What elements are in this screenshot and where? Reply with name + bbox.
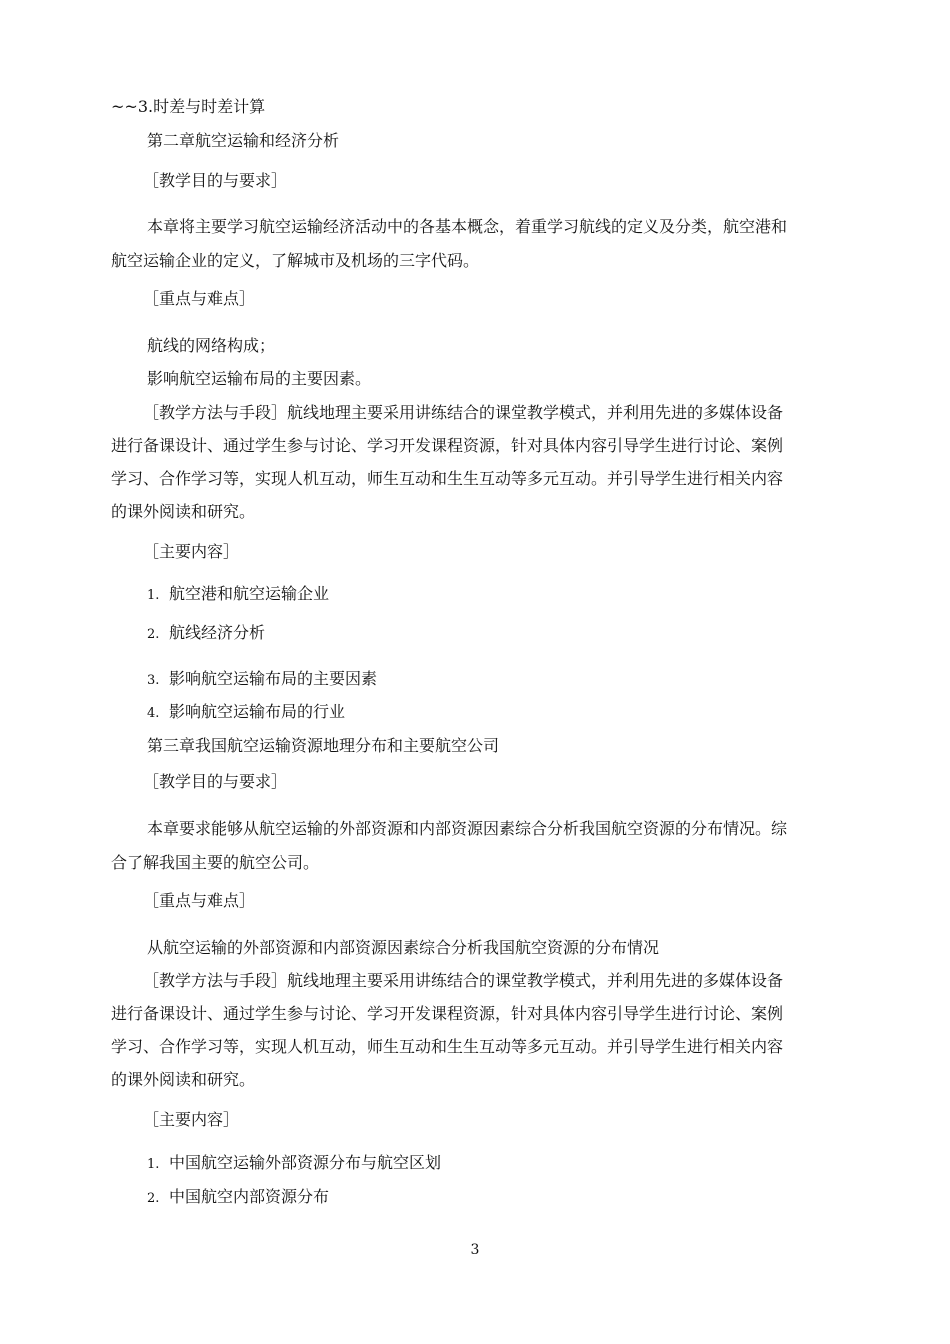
list-item-text: 航线经济分析	[169, 623, 266, 642]
subheading: ［教学目的与要求］	[143, 772, 288, 791]
list-item-text: 航空港和航空运输企业	[169, 584, 330, 603]
list-item-text: 中国航空内部资源分布	[169, 1187, 330, 1206]
subheading: ［主要内容］	[143, 1110, 240, 1129]
list-item	[147, 668, 377, 692]
list-item	[147, 583, 329, 607]
list-number: 1.	[147, 588, 160, 603]
list-item	[147, 1186, 329, 1210]
chapter-title: 第二章航空运输和经济分析	[147, 131, 340, 150]
paragraph-line: 学习、合作学习等，实现人机互动，师生互动和生生互动等多元互动。并引导学生进行相关内容	[111, 469, 784, 488]
paragraph-line: 学习、合作学习等，实现人机互动，师生互动和生生互动等多元互动。并引导学生进行相关内容	[111, 1037, 784, 1056]
subheading: ［主要内容］	[143, 542, 240, 561]
paragraph-line: 的课外阅读和研究。	[111, 1070, 256, 1089]
paragraph-line: 的课外阅读和研究。	[111, 502, 256, 521]
chapter-title: 第三章我国航空运输资源地理分布和主要航空公司	[147, 736, 500, 755]
paragraph-line: ［教学方法与手段］航线地理主要采用讲练结合的课堂教学模式，并利用先进的多媒体设备	[143, 971, 784, 990]
paragraph-line: 进行备课设计、通过学生参与讨论、学习开发课程资源，针对具体内容引导学生进行讨论、案例	[111, 436, 784, 455]
paragraph-line: 本章将主要学习航空运输经济活动中的各基本概念，着重学习航线的定义及分类，航空港和	[147, 217, 788, 236]
page-number: 3	[470, 1242, 480, 1258]
paragraph-line: 航空运输企业的定义，了解城市及机场的三字代码。	[111, 251, 480, 270]
subheading: ［教学目的与要求］	[143, 171, 288, 190]
list-number: 4.	[147, 706, 160, 721]
list-number: 2.	[147, 1191, 160, 1206]
list-item-text: 中国航空运输外部资源分布与航空区划	[169, 1153, 442, 1172]
list-item-text: 影响航空运输布局的主要因素	[169, 669, 378, 688]
list-item-text: 影响航空运输布局的行业	[169, 702, 346, 721]
section-heading: ~~3.时差与时差计算	[111, 97, 266, 116]
list-number: 3.	[147, 673, 160, 688]
paragraph-line: 合了解我国主要的航空公司。	[111, 853, 320, 872]
list-item	[147, 1152, 441, 1176]
subheading: ［重点与难点］	[143, 289, 256, 308]
paragraph-line: 本章要求能够从航空运输的外部资源和内部资源因素综合分析我国航空资源的分布情况。综	[147, 819, 788, 838]
list-number: 2.	[147, 627, 160, 642]
subheading: ［重点与难点］	[143, 891, 256, 910]
paragraph-line: ［教学方法与手段］航线地理主要采用讲练结合的课堂教学模式，并利用先进的多媒体设备	[143, 403, 784, 422]
paragraph-line: 进行备课设计、通过学生参与讨论、学习开发课程资源，针对具体内容引导学生进行讨论、案例	[111, 1004, 784, 1023]
list-item	[147, 701, 345, 725]
paragraph-line: 航线的网络构成；	[147, 336, 276, 355]
paragraph-line: 从航空运输的外部资源和内部资源因素综合分析我国航空资源的分布情况	[147, 938, 660, 957]
list-number: 1.	[147, 1157, 160, 1172]
paragraph-line: 影响航空运输布局的主要因素。	[147, 369, 372, 388]
list-item	[147, 622, 265, 646]
